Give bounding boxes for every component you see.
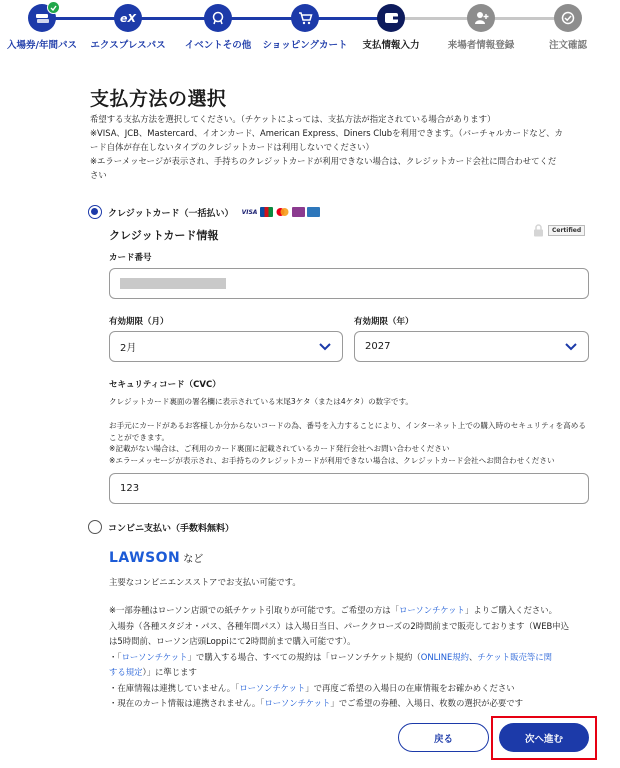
step-label: 注文確認 [548, 40, 587, 51]
expiry-year-label: 有効期限（年） [354, 317, 414, 327]
step-label: エクスプレスパス [90, 40, 166, 51]
ticket-icon [28, 4, 56, 32]
lock-icon [533, 224, 544, 237]
convenience-radio[interactable] [88, 520, 102, 534]
secure-badge [533, 224, 585, 237]
certified-badge: Certified [548, 225, 585, 236]
intro-line: 希望する支払方法を選択してください。（チケットによっては、支払方法が指定されている場合があります） [90, 114, 496, 124]
card-number-input[interactable] [109, 268, 589, 299]
credit-radio[interactable] [88, 205, 102, 219]
expiry-month-value: 2月 [120, 343, 137, 354]
expiry-year-value: 2027 [365, 341, 391, 352]
note-text: ・現在のカート情報は連携されません。「 [109, 698, 265, 708]
ticket-sales-rules-link[interactable]: する規定 [109, 667, 143, 677]
step-payment [341, 4, 441, 51]
convenience-option-label: コンビニ支払い（手数料無料） [108, 523, 235, 534]
visa-logo-icon: VISA [241, 208, 258, 216]
check-circle-icon [554, 4, 582, 32]
note-text: ・在庫情報は連携していません。「 [109, 682, 240, 693]
payment-option-convenience[interactable] [88, 520, 234, 534]
intro-line: さい [90, 170, 107, 180]
aeon-card-logo-icon [292, 207, 305, 217]
lawson-ticket-link[interactable]: ローソンチケット [121, 651, 188, 662]
cvc-value: 123 [120, 483, 140, 494]
step-label: イベントその他 [184, 40, 252, 51]
lawson-ticket-link[interactable]: ローソンチケット [399, 605, 465, 615]
intro-line: ※エラーメッセージが表示され、手持ちのクレジットカードが利用できない場合は、クレジットカード会社に問合わせてくだ [90, 156, 557, 166]
event-badge-icon [204, 4, 232, 32]
cvc-note-line: ※記載がない場合は、ご利用のカード裏面に記載されているカード発行会社へお問い合わせください [109, 444, 450, 453]
cvc-note-line: お手元にカードがあるお客様しか分からないコードの為、番号を入力することにより、インターネット上での購入時のセキュリティを高める [109, 421, 586, 430]
lawson-note-line: 入場券（各種スタジオ・パス、各種年間パス）は入場日当日、パーククローズの2時間前まで販売しております（WEB申込 [109, 620, 569, 631]
person-add-icon [467, 4, 495, 32]
expiry-month-label: 有効期限（月） [109, 317, 169, 327]
cvc-note-line: ことができます。 [109, 432, 170, 442]
note-text: 」で再度ご希望の入場日の在庫情報をお確かめください [305, 682, 515, 693]
step-events[interactable] [168, 4, 268, 51]
convenience-description: 主要なコンビニエンスストアでお支払い可能です。 [109, 577, 301, 587]
lawson-note-line [109, 696, 609, 712]
credit-option-label: クレジットカード（一括払い） [108, 208, 234, 219]
step-express-pass[interactable] [78, 4, 178, 51]
note-text: ）」に準じます [142, 667, 197, 677]
masked-card-number [120, 278, 226, 289]
step-label: 支払情報入力 [362, 40, 420, 51]
lawson-note-line [109, 603, 609, 619]
online-terms-link[interactable]: ONLINE規約 [420, 651, 470, 662]
card-number-label: カード番号 [109, 253, 152, 263]
jcb-logo-icon [260, 207, 273, 217]
chevron-down-icon [564, 342, 578, 352]
intro-text [90, 112, 605, 182]
step-label: 入場券/年間パス [7, 40, 77, 51]
credit-section-title: クレジットカード情報 [109, 229, 219, 242]
note-text: 」よりご購入ください。 [464, 605, 558, 615]
payment-option-credit[interactable] [88, 205, 320, 219]
lawson-note-line [109, 650, 609, 666]
lawson-note-line: は5時間前、ローソン店頭Loppiにて2時間前まで購入可能です）。 [109, 636, 356, 646]
note-text: ・「 [109, 651, 122, 662]
checkout-stepper [0, 0, 620, 62]
next-button[interactable]: 次へ進む [499, 723, 589, 752]
step-cart[interactable] [255, 4, 355, 51]
cvc-note-line: ※エラーメッセージが表示され、お手持ちのクレジットカードが利用できない場合は、クレジットカード会社へお問合わせください [109, 455, 555, 465]
expiry-month-select[interactable] [109, 331, 343, 362]
lawson-suffix: など [183, 554, 204, 565]
step-label: 来場者情報登録 [447, 40, 515, 51]
chevron-down-icon [318, 342, 332, 352]
wallet-icon [377, 4, 405, 32]
intro-line: ※VISA、JCB、Mastercard、イオンカード、American Express、Diners Clubを利用できます。（バーチャルカードなど、カ [90, 128, 563, 138]
note-text: 」でご希望の券種、入場日、枚数の選択が必要です [330, 698, 523, 708]
lawson-notes [109, 603, 609, 712]
cvc-notes [109, 420, 599, 466]
completed-check-icon [47, 1, 60, 14]
lawson-logo-row [109, 550, 203, 566]
express-pass-icon: eX [114, 4, 142, 32]
expiry-year-select[interactable] [354, 331, 589, 362]
step-confirm [518, 4, 618, 51]
lawson-ticket-link[interactable]: ローソンチケット [264, 698, 331, 708]
ticket-sales-rules-link[interactable]: チケット販売等に関 [477, 651, 553, 662]
note-text: 」で購入する場合、すべての規約は「ローソンチケット規約（ [187, 651, 421, 662]
back-button[interactable]: 戻る [398, 723, 489, 752]
intro-line: ード自体が存在しないタイプのクレジットカードは利用しないでください） [90, 142, 374, 152]
step-label: ショッピングカート [262, 40, 348, 51]
lawson-ticket-link[interactable]: ローソンチケット [239, 682, 306, 693]
shopping-cart-icon [291, 4, 319, 32]
cvc-input[interactable] [109, 473, 589, 504]
mastercard-logo-icon [275, 207, 290, 217]
cvc-label: セキュリティコード（CVC） [109, 380, 221, 390]
note-text: ※一部券種はローソン店頭での紙チケット引取りが可能です。ご希望の方は「 [109, 605, 400, 615]
lawson-note-line [109, 681, 609, 697]
amex-logo-icon [307, 207, 320, 217]
page-title: 支払方法の選択 [90, 88, 227, 110]
cvc-description: クレジットカード裏面の署名欄に表示されている末尾3ケタ（または4ケタ）の数字です。 [109, 397, 414, 406]
lawson-note-line [109, 665, 609, 681]
step-visitor-info [431, 4, 531, 51]
card-brand-logos [242, 207, 320, 217]
lawson-logo: LAWSON [109, 550, 181, 566]
note-text: 、 [469, 651, 478, 662]
